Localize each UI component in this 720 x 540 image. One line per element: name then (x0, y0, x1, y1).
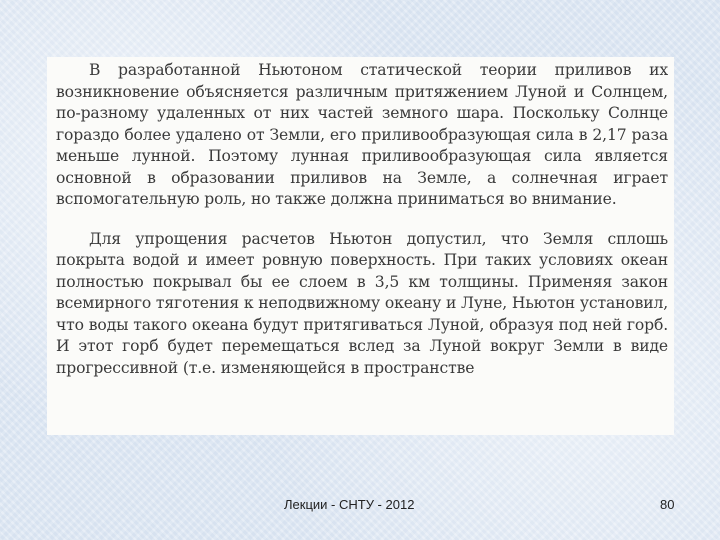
footer-caption: Лекции - СНТУ - 2012 (284, 497, 415, 512)
paragraph-2: Для упрощения расчетов Ньютон допустил, что Земля сплошь покрыта водой и имеет ровную поверхность. При таких условиях океан полностью покрывал бы ее слоем в 3,5 км толщины. Применяя закон всемирного тяготения к неподвижному океану и Луне, Ньютон установил, что воды такого океана будут притягиваться Луной, образуя под ней горб. И этот горб будет перемещаться вслед за Луной вокруг Земли в виде прогрессивной (т.е. изменяющейся в пространстве (56, 229, 669, 377)
paragraph-1: В разработанной Ньютоном статической теории приливов их возникновение объясняется различным притяжением Луной и Солнцем, по-разному удаленных от них частей земного шара. Поскольку Солнце гораздо более удалено от Земли, его приливообразующая сила в 2,17 раза меньше лунной. Поэтому лунная приливообразующая сила является основной в образовании приливов на Земле, а солнечная играет вспомогательную роль, но также должна приниматься во внимание. (56, 61, 668, 208)
page-number: 80 (660, 497, 675, 512)
scanned-page (47, 57, 674, 435)
